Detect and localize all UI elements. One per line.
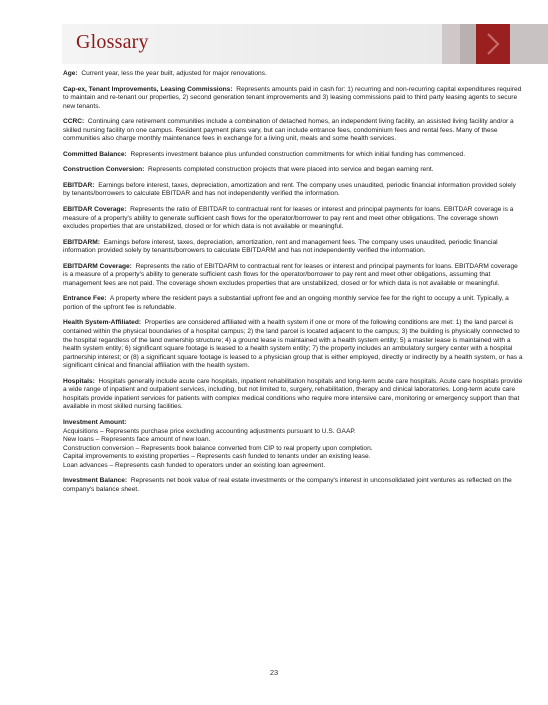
- page-header: [62, 24, 548, 64]
- glossary-term: Hospitals:: [63, 377, 95, 385]
- investment-amount-line: Acquisitions – Represents purchase price excluding accounting adjustments pursuant to U.S. GAAP.: [63, 427, 356, 435]
- glossary-entry: [63, 166, 523, 175]
- glossary-term: Committed Balance:: [63, 150, 127, 158]
- glossary-term: Cap-ex, Tenant Improvements, Leasing Commissions:: [63, 85, 233, 93]
- glossary-definition: Represents investment balance plus unfunded construction commitments for which initial funding has commenced.: [130, 150, 466, 158]
- glossary-term: EBITDARM Coverage:: [63, 262, 132, 270]
- page-title: Glossary: [76, 31, 149, 53]
- glossary-entry: [63, 378, 523, 412]
- glossary-definition: Represents the ratio of EBITDARM to contractual rent for leases or interest and principal payments for loans. EBITDARM coverage is a measure of a property's ability to generate sufficient cash flows for the operator/borrower to pay rent and meet other obligations, assuming that management fees are not paid. The coverage shown excludes properties that are unstabilized, closed or for which data is not available or meaningful.: [63, 262, 518, 287]
- investment-amount-line: New loans – Represents face amount of new loan.: [63, 436, 211, 444]
- glossary-content: [63, 70, 523, 501]
- glossary-term: Investment Amount:: [63, 418, 127, 426]
- glossary-term: EBITDAR:: [63, 181, 95, 189]
- header-block: [442, 24, 460, 64]
- glossary-term: Health System-Affiliated:: [63, 319, 142, 327]
- glossary-entries: [63, 70, 523, 412]
- glossary-term: Investment Balance:: [63, 477, 128, 485]
- investment-amount-line: Construction conversion – Represents book balance converted from CIP to real property upon completion.: [63, 444, 373, 452]
- glossary-definition: Earnings before interest, taxes, depreciation, amortization, rent and management fees. The company uses unaudited, periodic financial information provided solely by tenants/borrowers to calculate EBITDARM and has not independently verified the information.: [63, 238, 498, 255]
- header-block: [510, 24, 548, 64]
- glossary-definition: Current year, less the year built, adjusted for major renovations.: [81, 70, 267, 77]
- glossary-definition: Earnings before interest, taxes, depreciation, amortization and rent. The company uses unaudited, periodic financial information provided solely by tenants/borrowers to calculate EBITDAR and has not independently verified the information.: [63, 181, 516, 198]
- glossary-term: Construction Conversion:: [63, 166, 145, 174]
- glossary-entry: [63, 86, 523, 112]
- glossary-entry: [63, 206, 523, 232]
- glossary-definition: Represents the ratio of EBITDAR to contractual rent for leases or interest and principal payments for loans. EBITDAR coverage is a measure of a property's ability to generate sufficient cash flows for the operator/borrower to pay rent and meet other obligations. The coverage shown excludes properties that are unstabilized, closed or for which data is not available or meaningful.: [63, 206, 514, 231]
- glossary-term: EBITDARM:: [63, 238, 100, 246]
- chevron-right-icon: [479, 30, 507, 58]
- glossary-definition: Represents amounts paid in cash for: 1) recurring and non-recurring capital expenditures required to maintain and re-tenant our properties, 2) second generation tenant improvements and 3) leasing commissions paid to third party leasing agents to secure new tenants.: [63, 85, 522, 110]
- glossary-entry: [63, 295, 523, 312]
- glossary-term: EBITDAR Coverage:: [63, 206, 127, 214]
- glossary-definition: Hospitals generally include acute care hospitals, inpatient rehabilitation hospitals and long-term acute care hospitals. Acute care hospitals provide a wide range of inpatient and outpatient services, including, but not limited to, surgery, rehabilitation, therapy and clinical laboratories. Long-term acute care hospitals provide inpatient services for patients with complex medical conditions who require more intensive care, monitoring or emergency support than that available in most skilled nursing facilities.: [63, 377, 523, 411]
- page-number: 23: [269, 668, 279, 677]
- glossary-entry: [63, 182, 523, 199]
- glossary-entry-investment-amount: [63, 419, 523, 470]
- glossary-definition: A property where the resident pays a substantial upfront fee and an ongoing monthly service fee for the right to occupy a unit. Typically, a portion of the upfront fee is refundable.: [63, 295, 509, 311]
- glossary-definition: Represents net book value of real estate investments or the company's interest in unconsolidated joint ventures as reflected on the company's balance sheet.: [63, 477, 512, 493]
- glossary-definition: Properties are considered affiliated with a health system if one or more of the following conditions are met: 1) the land parcel is contained within the physical boundaries of a hospital campus; 2) the land parcel is located adjacent to the campus; 3) the building is physically connected to the hospital regardless of the land ownership structure; 4) a ground lease is maintained with a health system entity; 5) a master lease is maintained with a health system entity; 6) significant square footage is leased to a health system entity; 7) the property includes an ambulatory surgery center with a hospital partnership interest; or (8) a significant square footage is leased to a physician group that is either employed, directly or indirectly by a health system, or has a significant clinical and financial affiliation with the health system.: [63, 319, 523, 370]
- glossary-term: Entrance Fee:: [63, 295, 107, 303]
- header-block: [460, 24, 476, 64]
- glossary-entry: [63, 263, 523, 289]
- glossary-term: Age:: [63, 70, 78, 77]
- glossary-entry: [63, 118, 523, 144]
- glossary-entry: [63, 151, 523, 160]
- investment-amount-line: Capital improvements to existing properties – Represents cash funded to tenants under an existing lease.: [63, 453, 371, 461]
- glossary-entry: [63, 319, 523, 370]
- glossary-entry-investment-balance: [63, 477, 523, 494]
- glossary-entry: [63, 239, 523, 256]
- glossary-term: CCRC:: [63, 118, 85, 126]
- investment-amount-line: Loan advances – Represents cash funded to operators under an existing loan agreement.: [63, 461, 326, 469]
- glossary-definition: Represents completed construction projects that were placed into service and began earning rent.: [148, 166, 434, 174]
- glossary-entry: [63, 70, 523, 79]
- glossary-definition: Continuing care retirement communities include a combination of detached homes, an independent living facility, an assisted living facility and/or a skilled nursing facility on one campus. Resident payment plans vary, but can include entrance fees, condominium fees and rental fees. Many of these communities also charge monthly maintenance fees in exchange for a living unit, meals and some health services.: [63, 118, 514, 143]
